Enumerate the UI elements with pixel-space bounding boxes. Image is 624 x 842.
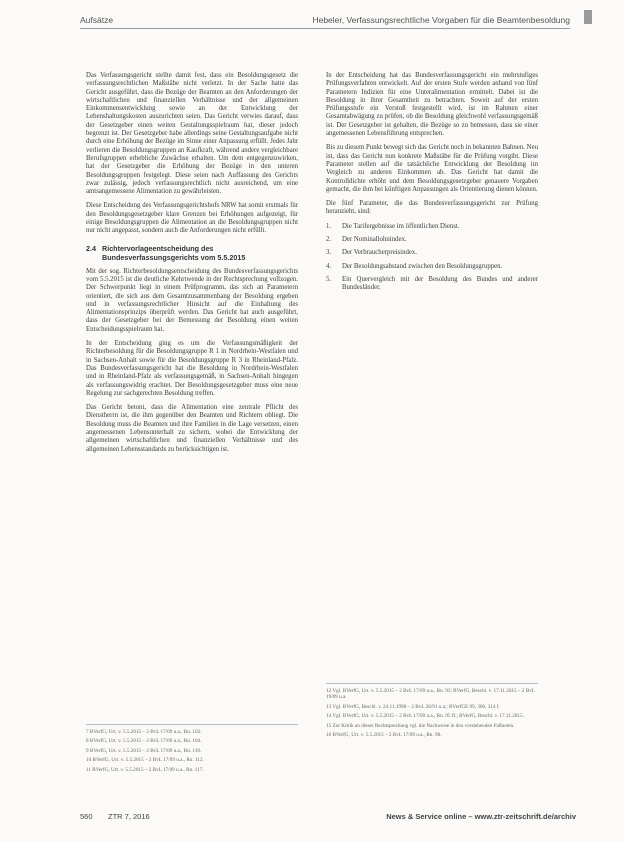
paragraph: Bis zu diesem Punkt bewegt sich das Gericht noch in bekannten Bahnen. Neu ist, dass das Gericht nun konkrete Maßstäbe für die Prüfung vorgibt. Diese Parameter stellen auf die tatsächliche Entwicklung der Besoldung im Vergleich zu anderen Einkommen ab. Das Gericht hat damit die Kontrolldichte erhöht und dem Besoldungsgesetzgeber genauere Vorgaben gemacht, die ihm bei künftigen Anpassungen als Orientierung dienen können.	[326, 144, 538, 193]
section-title-line2: Bundesverfassungsgerichts vom 5.5.2015	[102, 252, 246, 262]
list-item: 5. Ein Quervergleich mit der Besoldung des Bundes und anderer Bundesländer.	[326, 275, 538, 292]
parameter-list	[326, 223, 538, 293]
running-footer	[80, 812, 576, 826]
footnote: 15 Zur Kritik an dieser Rechtsprechung vgl. die Nachweise in den vorstehenden Fußnoten.	[326, 722, 515, 729]
section-number: 2.4	[86, 243, 96, 253]
header-title: Hebeler, Verfassungsrechtliche Vorgaben für die Beamtenbesoldung	[312, 15, 570, 25]
paragraph: In der Entscheidung hat das Bundesverfassungsgericht ein mehrstufiges Prüfungsverfahren entwickelt. Auf der ersten Stufe werden anhand von fünf Parametern Indizien für eine Unteralimentation ermittelt. Dabei ist die Besoldung in ihrer Gesamtheit zu betrachten. Soweit auf der ersten Prüfungsstufe ein Verstoß festgestellt wird, ist im Rahmen einer Gesamtabwägung zu prüfen, ob die Besoldung gleichwohl verfassungsgemäß ist. Der Gesetzgeber ist gehalten, die Bezüge so zu bemessen, dass sie einer angemessenen Lebensführung entsprechen.	[326, 72, 538, 138]
list-item: 4. Der Besoldungsabstand zwischen den Besoldungsgruppen.	[326, 262, 503, 270]
paragraph: Diese Entscheidung des Verfassungsgerichtshofs NRW hat somit erstmals für den Besoldungsgesetzgeber klare Grenzen bei Erhöhungen aufgezeigt, für einige Besoldungsgruppen die Alimentation an die Besoldungsgruppen nicht nur nicht angepasst, sondern auch die Anforderungen nicht erfüllt.	[86, 202, 298, 235]
paragraph: In der Entscheidung ging es um die Verfassungsmäßigkeit der Richterbesoldung für die Besoldungsgruppe R 1 in Nordrhein-Westfalen und in Sachsen-Anhalt sowie für die Besoldungsgruppe R 3 in Rheinland-Pfalz. Das Bundesverfassungsgericht hat die Besoldung in Nordrhein-Westfalen und in Rheinland-Pfalz als verfassungsgemäß, in Sachsen-Anhalt hingegen als verfassungswidrig erachtet. Der Besoldungsgesetzgeber muss eine neue Regelung zur sachgerechten Besoldung treffen.	[86, 340, 298, 397]
footnotes-left	[86, 724, 298, 776]
footnotes-right	[326, 683, 538, 741]
footnote: 16 BVerfG, Urt. v. 5.5.2015 – 2 BvL 17/09 u.a., Rn. 98.	[326, 732, 442, 739]
paragraph: Die fünf Parameter, die das Bundesverfassungsgericht zur Prüfung heranzieht, sind:	[326, 200, 538, 216]
page-number: 560	[80, 812, 93, 821]
header-section: Aufsätze	[80, 15, 114, 25]
footnote: 9 BVerfG, Urt. v. 5.5.2015 – 2 BvL 17/09 u.a., Rn. 110.	[86, 747, 202, 754]
running-header	[80, 12, 570, 29]
footnote: 13 Vgl. BVerfG, Beschl. v. 24.11.1998 – 2 BvL 26/91 u.a.; BVerfGE 99, 300, 314 f.	[326, 703, 500, 710]
header-marker	[584, 10, 592, 24]
right-column	[326, 72, 538, 299]
paragraph: Das Verfassungsgericht stellte damit fest, dass ein Besoldungsgesetz die verfassungsrechtlichen Maßstäbe nicht verletzt. In der Sache hatte das Gericht ausgeführt, dass die Bezüge der Beamten an den Anforderungen der wirtschaftlichen und finanziellen Verhältnisse und der allgemeinen Einkommensentwicklung sowie an der Entwicklung der Lebenshaltungskosten auszurichten seien. Das Gericht verwies darauf, dass der Gesetzgeber einen weiten Gestaltungsspielraum hat, dieser jedoch begrenzt ist. Der Gesetzgeber habe allerdings seine Gestaltungsaufgabe nicht durch eine Erhöhung der Bezüge im Sinne einer Anpassung erfüllt. Jedes Jahr verlieren die Besoldungsgruppen an Kaufkraft, während andere vergleichbare Berufsgruppen erhebliche Zuwächse erhalten. Um dem entgegenzuwirken, hat der Gesetzgeber die Erhöhung der Bezüge in den unteren Besoldungsgruppen festgelegt. Diese seien nach Auffassung des Gerichts zwar zulässig, jedoch verfassungsrechtlich nicht ausreichend, um eine amtsangemessene Alimentation zu gewährleisten.	[86, 72, 298, 196]
footnote: 12 Vgl. BVerfG, Urt. v. 5.5.2015 – 2 BvL 17/09 u.a., Rn. 93; BVerfG, Beschl. v. 17.11.2015 – 2 BvL 19/09 u.a.	[326, 688, 535, 701]
footnote: 14 Vgl. BVerfG, Urt. v. 5.5.2015 – 2 BvL 17/09 u.a., Rn. 95 ff.; BVerfG, Beschl. v. 17.11.2015.	[326, 713, 524, 720]
paragraph: Mit der sog. Richterbesoldungsentscheidung des Bundesverfassungsgerichts vom 5.5.2015 ist die deutliche Kehrtwende in der Rechtsprechung vollzogen. Der Schwerpunkt liegt in einem Prüfprogramm, das sich an Parametern orientiert, die sich aus dem Gesamtzusammenhang der Besoldung ergeben und in verfassungsrechtlicher Hinsicht auf die Einhaltung des Alimentationsprinzips überprüft werden. Das Gericht hat auch ausgeführt, dass der Gesetzgeber bei der Bemessung der Besoldung einen weiten Entscheidungsspielraum hat.	[86, 267, 298, 333]
footnote: 7 BVerfG, Urt. v. 5.5.2015 – 2 BvL 17/09 u.a., Rn. 102.	[86, 729, 202, 735]
list-item: 2. Der Nominallohnindex.	[326, 236, 407, 244]
paragraph: Das Gericht betont, dass die Alimentation eine zentrale Pflicht des Dienstherrn ist, die ihm gegenüber den Beamten und Richtern obliegt. Die Besoldung muss die Beamten und ihre Familien in die Lage versetzen, einen angemessenen Lebensunterhalt zu sichern, wobei die Entwicklung der allgemeinen wirtschaftlichen und finanziellen Verhältnisse und des allgemeinen Lebensstandards zu berücksichtigen ist.	[86, 404, 298, 453]
journal-issue: ZTR 7, 2016	[108, 812, 150, 821]
footnote: 8 BVerfG, Urt. v. 5.5.2015 – 2 BvL 17/09 u.a., Rn. 104.	[86, 738, 202, 745]
footnote: 11 BVerfG, Urt. v. 5.5.2015 – 2 BvL 17/09 u.a., Rn. 117.	[86, 766, 204, 773]
section-title-line1: Richtervorlageentscheidung des	[102, 243, 214, 253]
list-item: 1. Die Tarifergebnisse im öffentlichen Dienst.	[326, 222, 460, 230]
section-heading	[86, 244, 298, 262]
archive-link[interactable]: News & Service online – www.ztr-zeitschrift.de/archiv	[386, 812, 576, 821]
list-item: 3. Der Verbraucherpreisindex.	[326, 249, 417, 257]
left-column	[86, 72, 298, 460]
footnote: 10 BVerfG, Urt. v. 5.5.2015 – 2 BvL 17/09 u.a., Rn. 112.	[86, 757, 204, 764]
